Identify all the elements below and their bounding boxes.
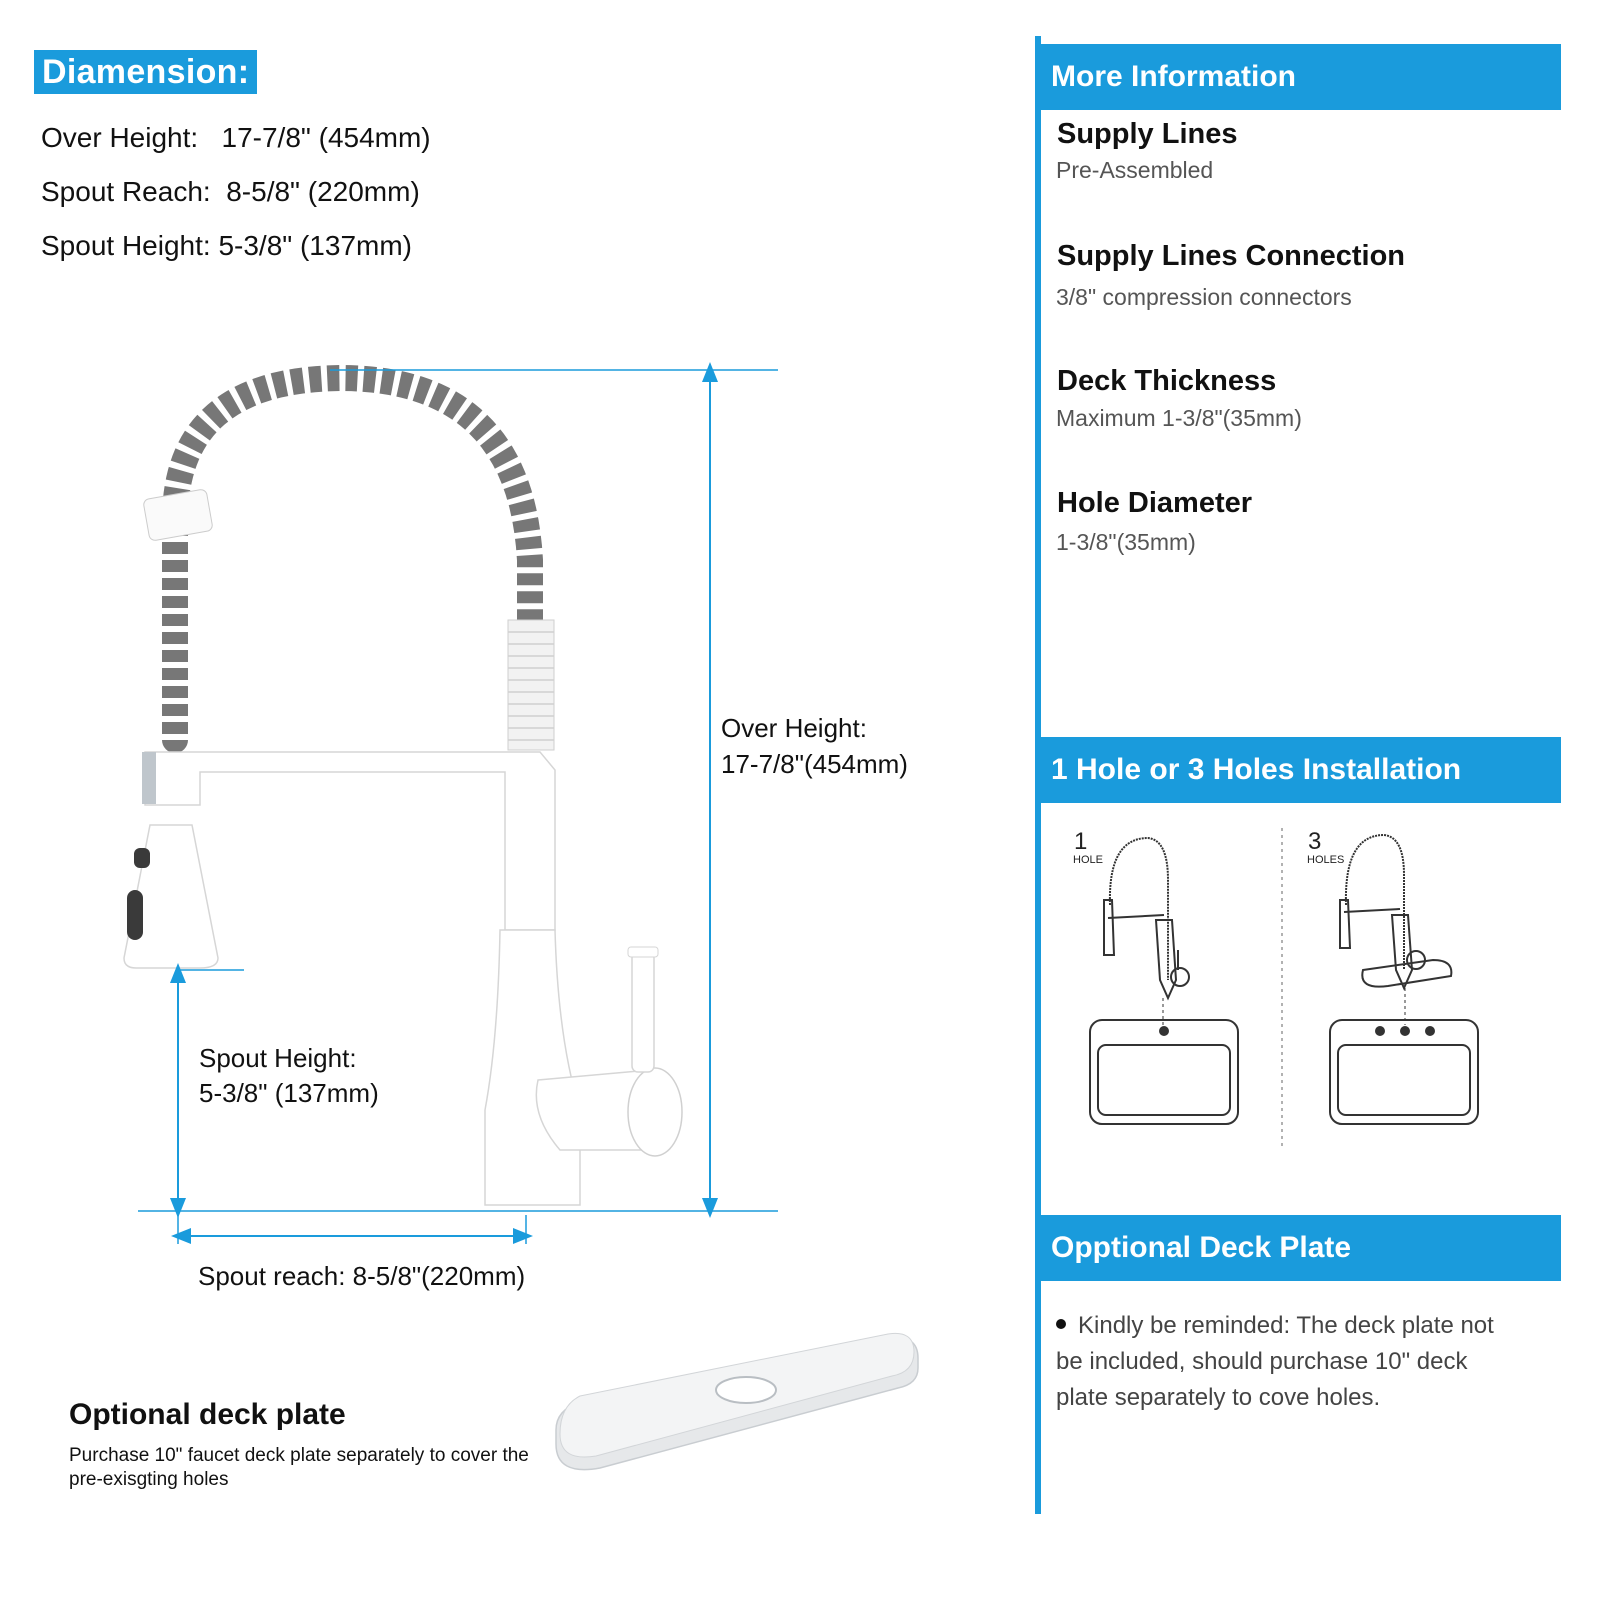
faucet-body xyxy=(485,930,682,1205)
deck-plate-image xyxy=(556,1333,918,1469)
deck-plate-note-text: Kindly be reminded: The deck plate not be included, should purchase 10" deck plate separately to cove holes. xyxy=(1056,1312,1494,1411)
more-information-header: More Information xyxy=(1041,44,1561,110)
spray-head xyxy=(124,825,218,968)
one-hole-number: 1 xyxy=(1074,828,1088,855)
supply-lines-connection-value: 3/8" compression connectors xyxy=(1056,284,1352,310)
spout-height-value: 5-3/8" (137mm) xyxy=(199,1078,379,1108)
deck-plate-title: Optional deck plate xyxy=(69,1398,346,1431)
spec-over-height: Over Height: 17-7/8" (454mm) xyxy=(41,122,431,153)
bullet-icon xyxy=(1056,1319,1066,1329)
supply-lines-value: Pre-Assembled xyxy=(1056,157,1214,183)
three-holes-number: 3 xyxy=(1308,828,1322,855)
installation-illustration xyxy=(1068,820,1558,1175)
spring-coil xyxy=(143,378,554,750)
one-hole-label: HOLE xyxy=(1073,854,1103,866)
hole-diameter-value: 1-3/8"(35mm) xyxy=(1056,529,1196,555)
over-height-value: 17-7/8"(454mm) xyxy=(721,749,908,779)
supply-lines-label: Supply Lines xyxy=(1057,118,1238,150)
over-height-label: Over Height: xyxy=(721,713,867,743)
deck-thickness-label: Deck Thickness xyxy=(1057,365,1277,397)
spout-reach-label: Spout reach: 8-5/8"(220mm) xyxy=(198,1261,526,1291)
spec-spout-height: Spout Height: 5-3/8" (137mm) xyxy=(41,230,412,261)
deck-plate-note xyxy=(1056,1308,1526,1416)
three-holes-label: HOLES xyxy=(1307,854,1345,866)
installation-header: 1 Hole or 3 Holes Installation xyxy=(1041,737,1561,803)
deck-plate-section-header: Opptional Deck Plate xyxy=(1041,1215,1561,1281)
spec-spout-reach: Spout Reach: 8-5/8" (220mm) xyxy=(41,176,420,207)
installation-diagram xyxy=(1068,820,1558,1175)
spout-height-label: Spout Height: xyxy=(199,1043,357,1073)
hole-diameter-label: Hole Diameter xyxy=(1057,487,1253,519)
supply-lines-connection-label: Supply Lines Connection xyxy=(1057,240,1406,272)
deck-plate-description: Purchase 10" faucet deck plate separately to cover the pre-exisgting holes xyxy=(69,1445,529,1490)
dimension-header: Diamension: xyxy=(34,50,257,94)
deck-thickness-value: Maximum 1-3/8"(35mm) xyxy=(1056,405,1302,431)
